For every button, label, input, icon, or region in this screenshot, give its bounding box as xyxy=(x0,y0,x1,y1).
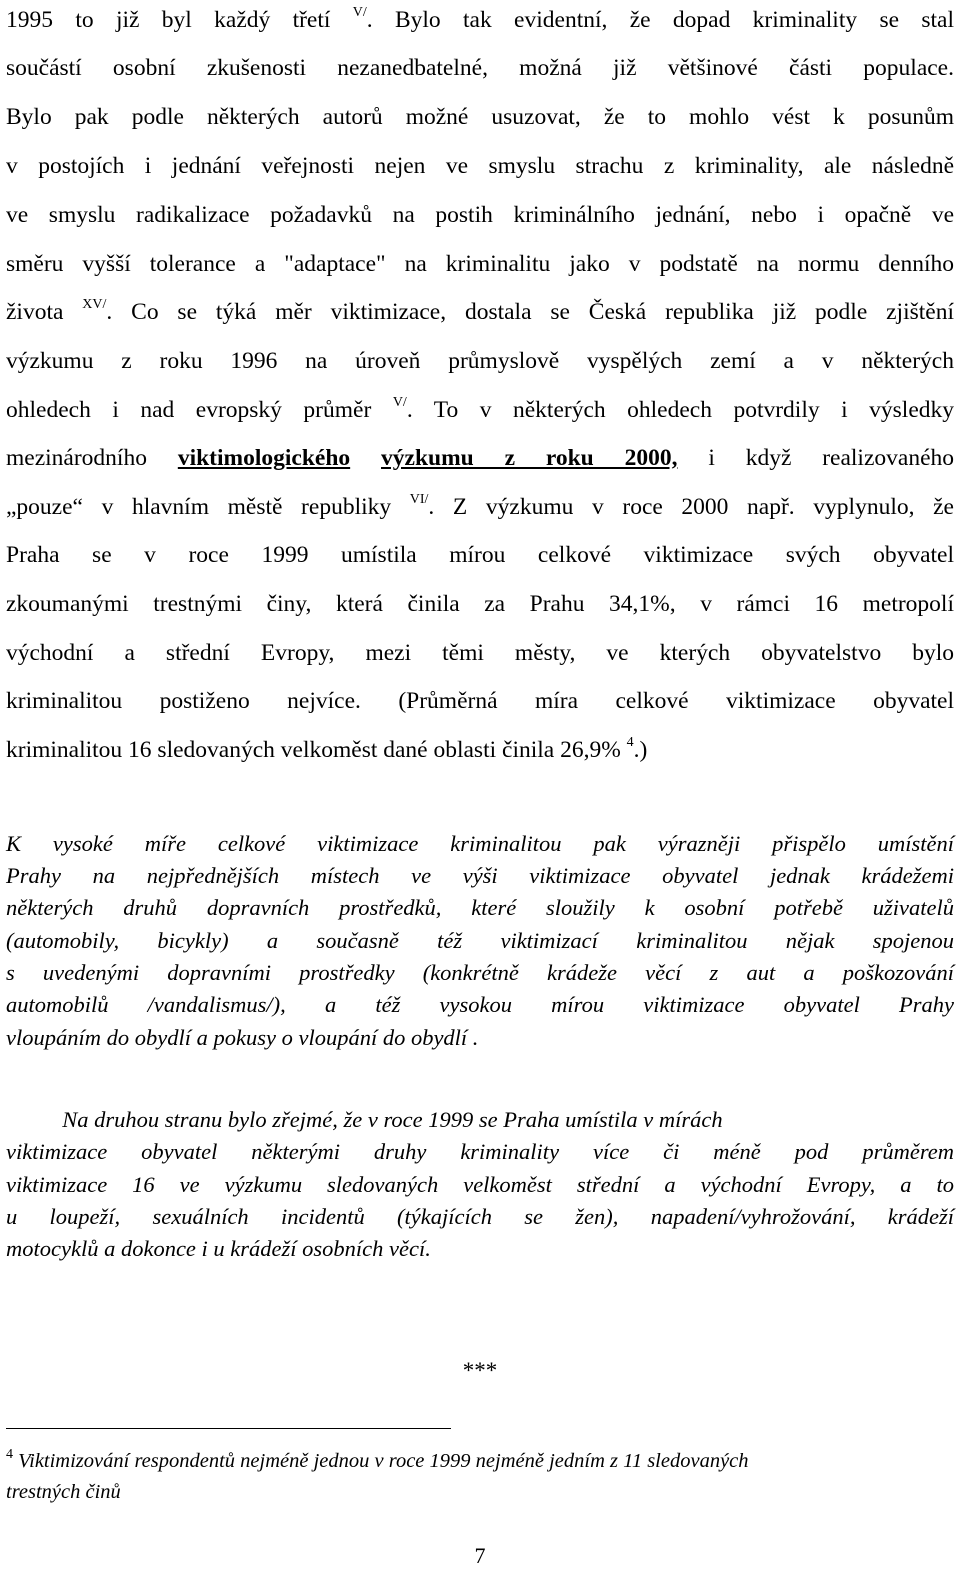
page-number: 7 xyxy=(474,1543,486,1568)
body-line-2: součástí osobní zkušenosti nezanedbatelné, možná již většinové části populace. xyxy=(6,55,954,81)
italic2-line-5: motocyklů a dokonce i u krádeží osobních věcí. xyxy=(6,1236,431,1261)
reference-marker: V/ xyxy=(352,5,367,20)
italic2-line-2: viktimizace obyvatel některými druhy kriminality více či méně pod průměrem xyxy=(6,1139,954,1164)
body-line-15: kriminalitou postiženo nejvíce. (Průměrná míra celkové viktimizace obyvatel xyxy=(6,688,954,714)
reference-marker: XV/ xyxy=(82,297,107,312)
body-line-3: Bylo pak podle některých autorů možné usuzovat, že to mohlo vést k posunům xyxy=(6,104,954,130)
italic-line-3: některých druhů dopravních prostředků, které sloužily k osobní potřebě uživatelů xyxy=(6,895,954,920)
body-line-5: ve smyslu radikalizace požadavků na postih kriminálního jednání, nebo i opačně ve xyxy=(6,202,954,228)
italic-line-2: Prahy na nejpřednějších místech ve výši viktimizace obyvatel jednak krádežemi xyxy=(6,863,954,888)
reference-marker: VI/ xyxy=(409,492,429,507)
italic2-line-4: u loupeží, sexuálních incidentů (týkajících se žen), napadení/vyhrožování, krádeží xyxy=(6,1204,954,1229)
body-line-12: Praha se v roce 1999 umístila mírou celkové viktimizace svých obyvatel xyxy=(6,542,954,568)
italic-line-5: s uvedenými dopravními prostředky (konkrétně krádeže věcí z aut a poškozování xyxy=(6,960,954,985)
italic-line-7: vloupáním do obydlí a pokusy o vloupání do obydlí . xyxy=(6,1025,479,1050)
footnote-line-2: trestných činů xyxy=(6,1481,121,1503)
body-line-10: mezinárodního viktimologického výzkumu z roku 2000, i když realizovaného xyxy=(6,445,955,471)
body-line-7: života $^{XV/}$. Co se týká měr viktimizace, dostala se Česká republika již podle zjištění xyxy=(6,297,954,325)
section-separator: *** xyxy=(462,1358,498,1383)
body-line-11: „pouze“ v hlavním městě republiky $^{VI/}$. Z výzkumu v roce 2000 např. vyplynulo, že xyxy=(6,492,954,520)
footnote-number: 4 xyxy=(6,1447,13,1462)
italic-line-4: (automobily, bicykly) a současně též viktimizací kriminalitou nějak spojenou xyxy=(6,928,954,953)
reference-marker: V/ xyxy=(392,395,407,410)
italic-line-6: automobilů /vandalismus/), a též vysokou mírou viktimizace obyvatel Prahy xyxy=(6,992,954,1017)
underlined-term: viktimologického xyxy=(177,445,351,471)
footnote-rule xyxy=(6,1428,451,1429)
body-line-14: východní a střední Evropy, mezi těmi městy, ve kterých obyvatelstvo bylo xyxy=(6,640,954,666)
body-line-6: směru vyšší tolerance a "adaptace" na kriminalitu jako v podstatě na normu denního xyxy=(6,251,954,277)
body-line-16: kriminalitou 16 sledovaných velkoměst dané oblasti činila 26,9% $^4$.) xyxy=(6,735,648,763)
underlined-term: výzkumu z roku 2000, xyxy=(381,445,678,471)
italic2-line-3: viktimizace 16 ve výzkumu sledovaných velkoměst střední a východní Evropy, a to xyxy=(6,1172,954,1197)
body-line-9: ohledech i nad evropský průměr $^{V/}$. To v některých ohledech potvrdily i výsledky xyxy=(6,395,954,423)
footnote-line-1: $^4$ Viktimizování respondentů nejméně jednou v roce 1999 nejméně jedním z 11 sledovaných xyxy=(6,1447,749,1472)
footnote-marker: 4 xyxy=(626,735,634,750)
body-line-13: zkoumanými trestnými činy, která činila za Prahu 34,1%, v rámci 16 metropolí xyxy=(6,591,954,617)
body-line-4: v postojích i jednání veřejnosti nejen ve smyslu strachu z kriminality, ale následně xyxy=(6,153,954,179)
body-line-8: výzkumu z roku 1996 na úroveň průmyslově vyspělých zemí a v některých xyxy=(6,348,954,374)
body-line-1: 1995 to již byl každý třetí $^{V/}$. Bylo tak evidentní, že dopad kriminality se stal xyxy=(6,5,954,33)
italic2-line-1: Na druhou stranu bylo zřejmé, že v roce 1999 se Praha umístila v mírách xyxy=(6,1107,723,1132)
italic-line-1: K vysoké míře celkové viktimizace kriminalitou pak výrazněji přispělo umístění xyxy=(6,831,954,856)
